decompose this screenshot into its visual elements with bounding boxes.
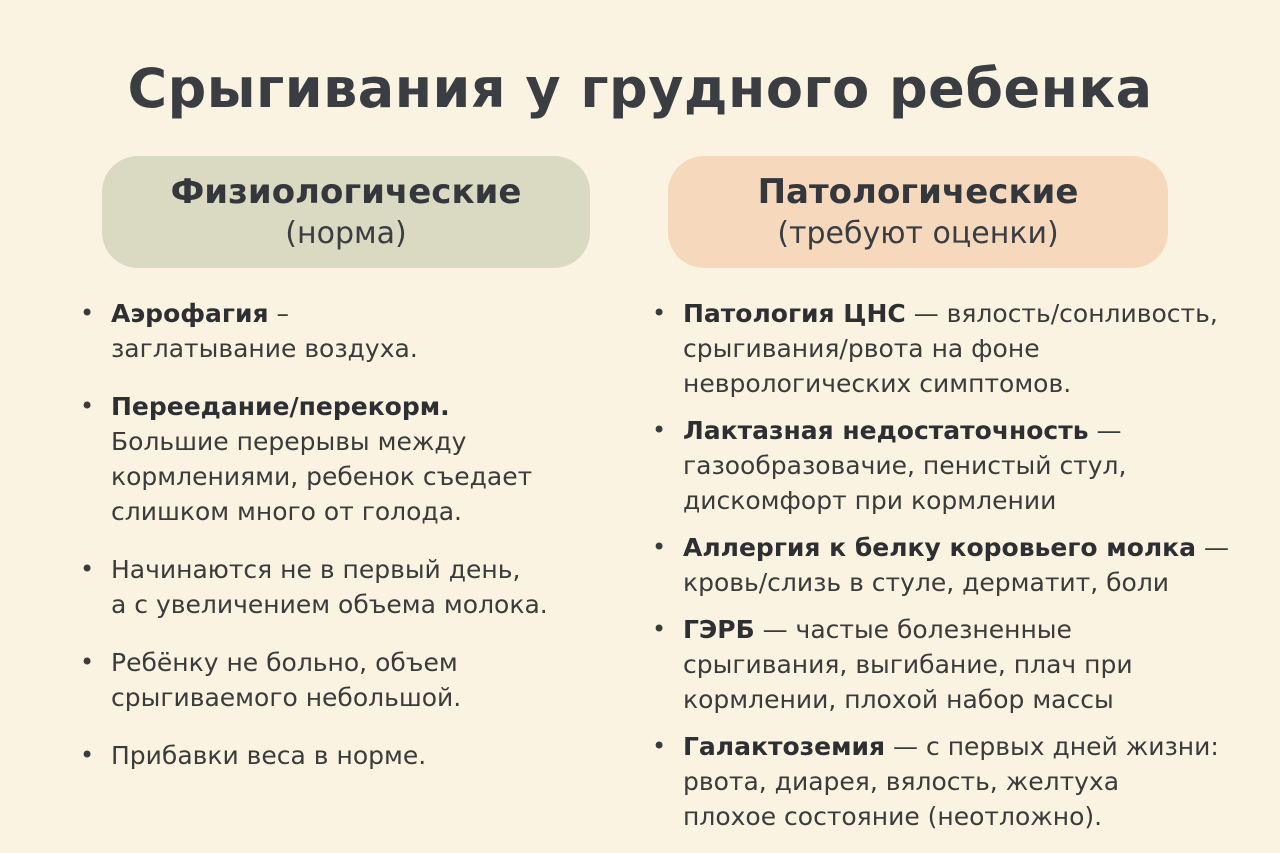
- item-term: Патология ЦНС: [683, 299, 906, 328]
- bullet-icon: •: [652, 732, 667, 760]
- item-term: Аллергия к белку коровьего молка: [683, 533, 1197, 562]
- bullet-icon: •: [80, 648, 95, 676]
- item-line: заглатывание воздуха.: [111, 334, 418, 363]
- list-item: [650, 413, 1260, 518]
- bullet-icon: •: [80, 392, 95, 420]
- item-text: Прибавки веса в норме.: [111, 741, 427, 770]
- list-item: [650, 530, 1260, 600]
- item-line: газообразовачие, пенистый стул,: [683, 451, 1127, 480]
- item-term: Галактоземия: [683, 732, 886, 761]
- category-physiological-subtitle: (норма): [285, 216, 407, 251]
- list-item: [78, 645, 618, 715]
- item-line: срыгивания, выгибание, плач при: [683, 650, 1133, 679]
- bullet-icon: •: [652, 299, 667, 327]
- item-line: срыгиваемого небольшой.: [111, 683, 462, 712]
- list-item: [650, 729, 1260, 834]
- bullet-icon: •: [652, 533, 667, 561]
- item-text: — с первых дней жизни:: [885, 732, 1219, 761]
- item-line: рвота, диарея, вялость, желтуха: [683, 767, 1120, 796]
- pathological-list: [650, 296, 1260, 846]
- list-item: [78, 389, 618, 529]
- bullet-icon: •: [652, 615, 667, 643]
- item-line: срыгивания/рвота на фоне: [683, 334, 1040, 363]
- list-item: [78, 738, 618, 773]
- item-line: кровь/слизь в стуле, дерматит, боли: [683, 568, 1170, 597]
- item-term: Аэрофагия: [111, 299, 269, 328]
- item-line: неврологических симптомов.: [683, 369, 1072, 398]
- item-line: слишком много от голода.: [111, 497, 462, 526]
- item-line: кормлении, плохой набор массы: [683, 685, 1114, 714]
- bullet-icon: •: [652, 416, 667, 444]
- item-text: —: [1196, 533, 1229, 562]
- item-text: —: [1088, 416, 1122, 445]
- item-term: Лактазная недостаточность: [683, 416, 1089, 445]
- physiological-list: [78, 296, 618, 796]
- item-text: –: [268, 299, 289, 328]
- list-item: [650, 612, 1260, 717]
- item-text: Ребёнку не больно, объем: [111, 648, 458, 677]
- category-pathological: [668, 156, 1168, 268]
- item-line: Большие перерывы между: [111, 427, 467, 456]
- page-title: Срыгивания у грудного ребенка: [127, 57, 1153, 120]
- item-text: — вялость/сонливость,: [905, 299, 1218, 328]
- bullet-icon: •: [80, 299, 95, 327]
- item-text: Начинаются не в первый день,: [111, 555, 521, 584]
- item-line: кормлениями, ребенок съедает: [111, 462, 533, 491]
- item-line: дискомфорт при кормлении: [683, 486, 1057, 515]
- category-physiological-title: Физиологические: [170, 172, 522, 212]
- bullet-icon: •: [80, 555, 95, 583]
- category-pathological-subtitle: (требуют оценки): [777, 216, 1059, 251]
- list-item: [650, 296, 1260, 401]
- category-physiological: [102, 156, 590, 268]
- item-text: — частые болезненные: [754, 615, 1072, 644]
- list-item: [78, 552, 618, 622]
- bullet-icon: •: [80, 741, 95, 769]
- category-pathological-title: Патологические: [757, 172, 1079, 212]
- list-item: [78, 296, 618, 366]
- item-line: а с увеличением объема молока.: [111, 590, 548, 619]
- item-line: плохое состояние (неотложно).: [683, 802, 1103, 831]
- item-term: ГЭРБ: [683, 615, 755, 644]
- item-term: Переедание/перекорм.: [111, 392, 450, 421]
